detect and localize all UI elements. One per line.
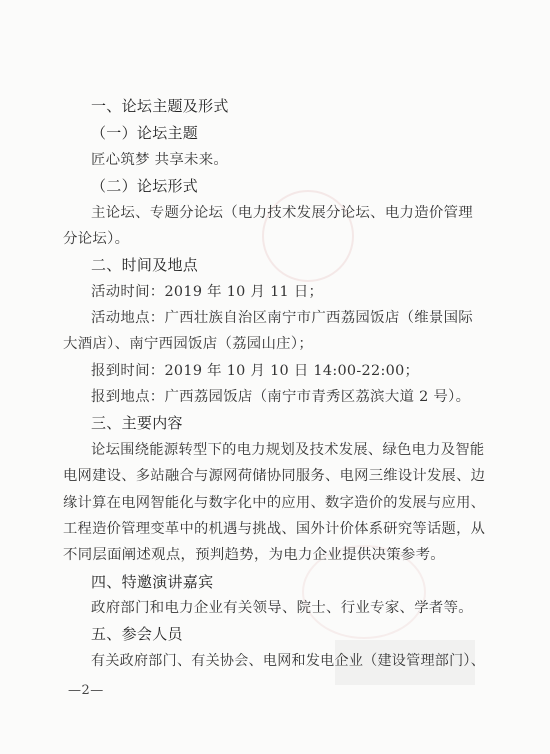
main-content-line: 工程造价管理变革中的机遇与挑战、国外计价体系研究等话题，从 <box>63 521 486 537</box>
activity-place: 活动地点：广西壮族自治区南宁市广西荔园饭店（维景国际 <box>91 310 473 326</box>
section-heading-2: 二、时间及地点 <box>91 256 199 274</box>
subsection-heading-1: （一）论坛主题 <box>91 124 199 142</box>
main-content-line: 论坛围绕能源转型下的电力规划及技术发展、绿色电力及智能 <box>91 442 485 458</box>
register-time: 报到时间：2019 年 10 月 10 日 14:00-22:00； <box>91 363 420 379</box>
main-content-line: 缘计算在电网智能化与数字化中的应用、数字造价的发展与应用、 <box>63 495 486 511</box>
main-content-line: 不同层面阐述观点，预判趋势，为电力企业提供决策参考。 <box>63 547 445 563</box>
main-content-line: 电网建设、多站融合与源网荷储协同服务、电网三维设计发展、边 <box>63 468 486 484</box>
forum-theme-text: 匠心筑梦 共享未来。 <box>91 152 229 168</box>
section-heading-5: 五、参会人员 <box>91 625 183 643</box>
register-place: 报到地点：广西荔园饭店（南宁市青秀区荔滨大道 2 号）。 <box>91 389 471 405</box>
activity-time: 活动时间：2019 年 10 月 11 日； <box>91 284 324 300</box>
activity-place-cont: 大酒店）、南宁西园饭店（荔园山庄）； <box>63 336 314 352</box>
section-heading-4: 四、特邀演讲嘉宾 <box>91 573 214 591</box>
section-heading-1: 一、论坛主题及形式 <box>91 97 229 115</box>
forum-form-text: 主论坛、专题分论坛（电力技术发展分论坛、电力造价管理 <box>91 205 473 221</box>
page-number: —2— <box>68 683 104 698</box>
forum-form-text-cont: 分论坛）。 <box>63 231 130 247</box>
attendees-text: 有关政府部门、有关协会、电网和发电企业（建设管理部门）、 <box>91 653 486 669</box>
subsection-heading-2: （二）论坛形式 <box>91 177 199 195</box>
section-heading-3: 三、主要内容 <box>91 414 183 432</box>
guests-text: 政府部门和电力企业有关领导、院士、行业专家、学者等。 <box>91 600 473 616</box>
